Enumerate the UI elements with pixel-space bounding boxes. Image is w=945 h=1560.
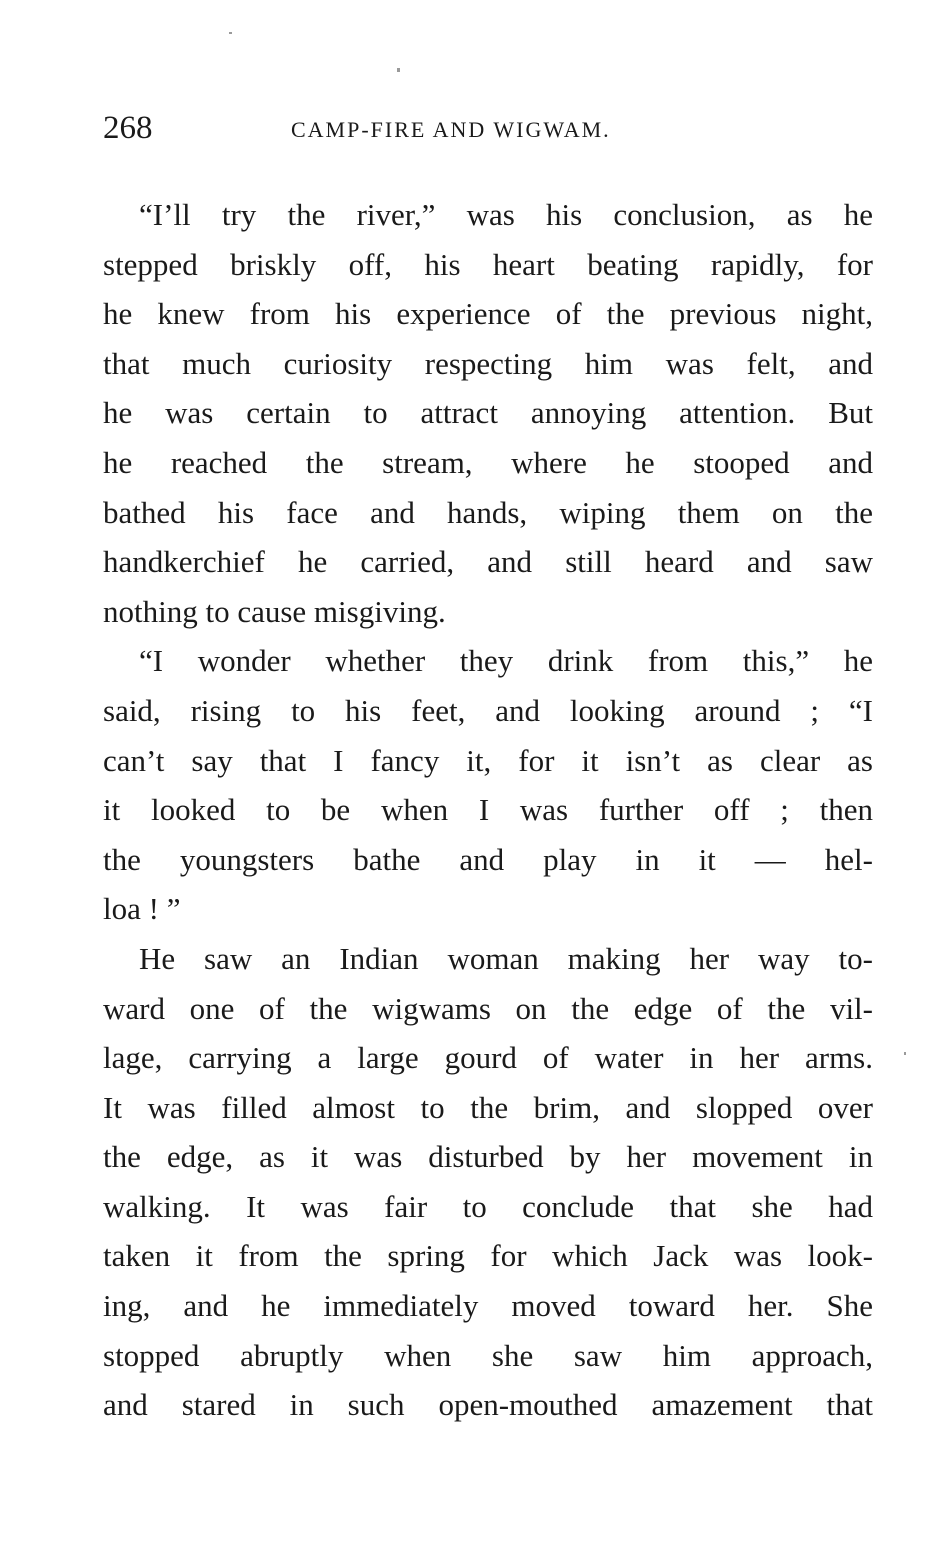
page-header — [103, 104, 873, 152]
text-line: ing, and he immediately moved toward her. She — [103, 1288, 873, 1324]
text-line: “I wonder whether they drink from this,” he — [139, 643, 873, 679]
print-speck — [397, 68, 400, 72]
text-line: loa ! ” — [103, 891, 181, 927]
paragraph — [103, 190, 873, 636]
text-line: taken it from the spring for which Jack was look- — [103, 1238, 873, 1274]
text-line: it looked to be when I was further off ; then — [103, 792, 873, 828]
text-line: walking. It was fair to conclude that she had — [103, 1188, 873, 1224]
text-line: It was filled almost to the brim, and slopped over — [103, 1089, 873, 1125]
text-line: “I’ll try the river,” was his conclusion, as he — [139, 197, 873, 232]
text-line: stepped briskly off, his heart beating rapidly, for — [103, 246, 873, 282]
text-line: ward one of the wigwams on the edge of the vil- — [103, 990, 873, 1026]
text-line: can’t say that I fancy it, for it isn’t as clear as — [103, 742, 873, 778]
print-speck — [904, 1052, 906, 1055]
text-line: stopped abruptly when she saw him approach, — [103, 1337, 873, 1373]
paragraph — [103, 636, 873, 934]
text-line: said, rising to his feet, and looking around ; “I — [103, 692, 873, 728]
text-line: the youngsters bathe and play in it — hel- — [103, 841, 873, 877]
text-line: and stared in such open-mouthed amazement that — [103, 1387, 873, 1423]
running-title: CAMP-FIRE AND WIGWAM. — [291, 117, 611, 142]
text-line: handkerchief he carried, and still heard and saw — [103, 544, 873, 580]
text-line: the edge, as it was disturbed by her movement in — [103, 1139, 873, 1175]
text-line: he was certain to attract annoying attention. But — [103, 395, 873, 431]
print-speck — [229, 32, 232, 34]
text-line: he knew from his experience of the previous night, — [103, 296, 873, 332]
text-line: lage, carrying a large gourd of water in her arms. — [103, 1040, 873, 1076]
body-text — [103, 190, 873, 1430]
text-line: nothing to cause misgiving. — [103, 593, 446, 629]
text-line: bathed his face and hands, wiping them on the — [103, 494, 873, 530]
text-line: He saw an Indian woman making her way to- — [139, 940, 873, 976]
page-number: 268 — [103, 110, 153, 146]
paragraph — [103, 934, 873, 1430]
text-line: he reached the stream, where he stooped and — [103, 444, 873, 480]
text-line: that much curiosity respecting him was felt, and — [103, 345, 873, 381]
